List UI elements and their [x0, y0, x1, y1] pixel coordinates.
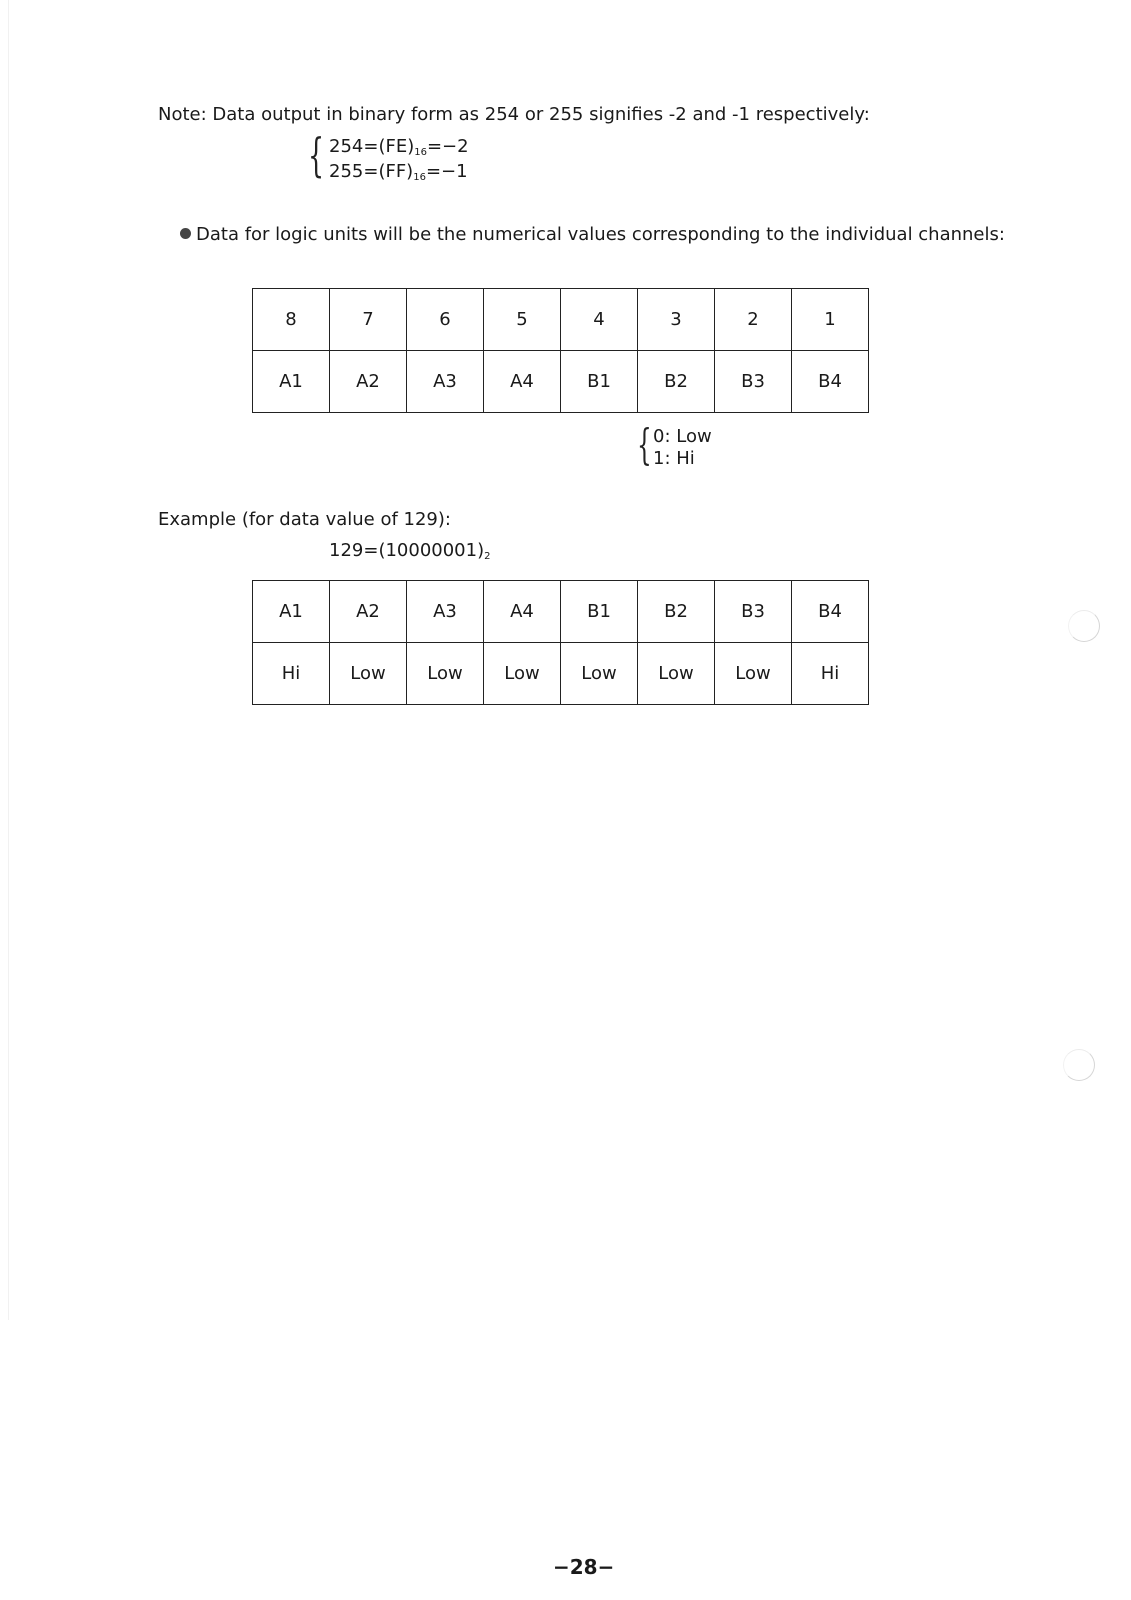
example-channel-cell: A4: [484, 581, 561, 643]
example-channel-cell: B1: [561, 581, 638, 643]
note-equation-1: [329, 136, 469, 158]
example-state-cell: Low: [715, 643, 792, 705]
note-equation-2-sub: 16: [413, 172, 426, 183]
example-equation-sub: 2: [484, 551, 491, 562]
example-channel-row: [253, 581, 869, 643]
note-brace: {: [308, 128, 325, 182]
example-channel-cell: B4: [792, 581, 869, 643]
example-channel-cell: B3: [715, 581, 792, 643]
example-equation: [329, 540, 490, 562]
note-equation-1-right: =−2: [426, 136, 469, 157]
example-channel-cell: B2: [638, 581, 715, 643]
note-equation-1-left: 254=(FE): [329, 136, 415, 157]
example-state-cell: Low: [407, 643, 484, 705]
bit-cell: 4: [561, 289, 638, 351]
bullet-icon: [180, 228, 191, 239]
example-state-cell: Low: [638, 643, 715, 705]
channel-cell: B2: [638, 351, 715, 413]
channel-cell: A4: [484, 351, 561, 413]
punch-hole-icon: [1063, 1049, 1095, 1081]
legend-hi: 1: Hi: [653, 448, 695, 469]
channel-table: [252, 288, 869, 413]
bit-cell: 3: [638, 289, 715, 351]
example-equation-left: 129=(10000001): [329, 540, 485, 561]
example-state-cell: Low: [330, 643, 407, 705]
bit-cell: 7: [330, 289, 407, 351]
note-equation-1-sub: 16: [414, 147, 427, 158]
bit-row: [253, 289, 869, 351]
bit-cell: 6: [407, 289, 484, 351]
page-number: −28−: [553, 1555, 615, 1579]
bit-cell: 2: [715, 289, 792, 351]
note-equation-2-right: =−1: [425, 161, 468, 182]
legend-low: 0: Low: [653, 426, 712, 447]
bullet-paragraph: [180, 224, 1005, 245]
example-state-row: [253, 643, 869, 705]
channel-cell: A3: [407, 351, 484, 413]
channel-cell: B3: [715, 351, 792, 413]
channel-cell: A1: [253, 351, 330, 413]
note-equation-2: [329, 161, 468, 183]
bit-cell: 8: [253, 289, 330, 351]
bullet-text: Data for logic units will be the numerical values corresponding to the individual channels:: [196, 224, 1005, 245]
example-state-cell: Hi: [253, 643, 330, 705]
note-text: Note: Data output in binary form as 254 or 255 signifies -2 and -1 respectively:: [158, 104, 870, 125]
example-state-cell: Hi: [792, 643, 869, 705]
bit-cell: 1: [792, 289, 869, 351]
channel-cell: B1: [561, 351, 638, 413]
note-equation-2-left: 255=(FF): [329, 161, 414, 182]
punch-hole-icon: [1068, 610, 1100, 642]
scan-edge: [8, 0, 9, 1320]
example-channel-cell: A2: [330, 581, 407, 643]
example-state-cell: Low: [561, 643, 638, 705]
example-state-cell: Low: [484, 643, 561, 705]
channel-cell: B4: [792, 351, 869, 413]
channel-cell: A2: [330, 351, 407, 413]
example-heading: Example (for data value of 129):: [158, 509, 451, 530]
legend-brace: {: [637, 420, 652, 469]
example-channel-cell: A1: [253, 581, 330, 643]
example-channel-cell: A3: [407, 581, 484, 643]
channel-row: [253, 351, 869, 413]
example-table: [252, 580, 869, 705]
bit-cell: 5: [484, 289, 561, 351]
